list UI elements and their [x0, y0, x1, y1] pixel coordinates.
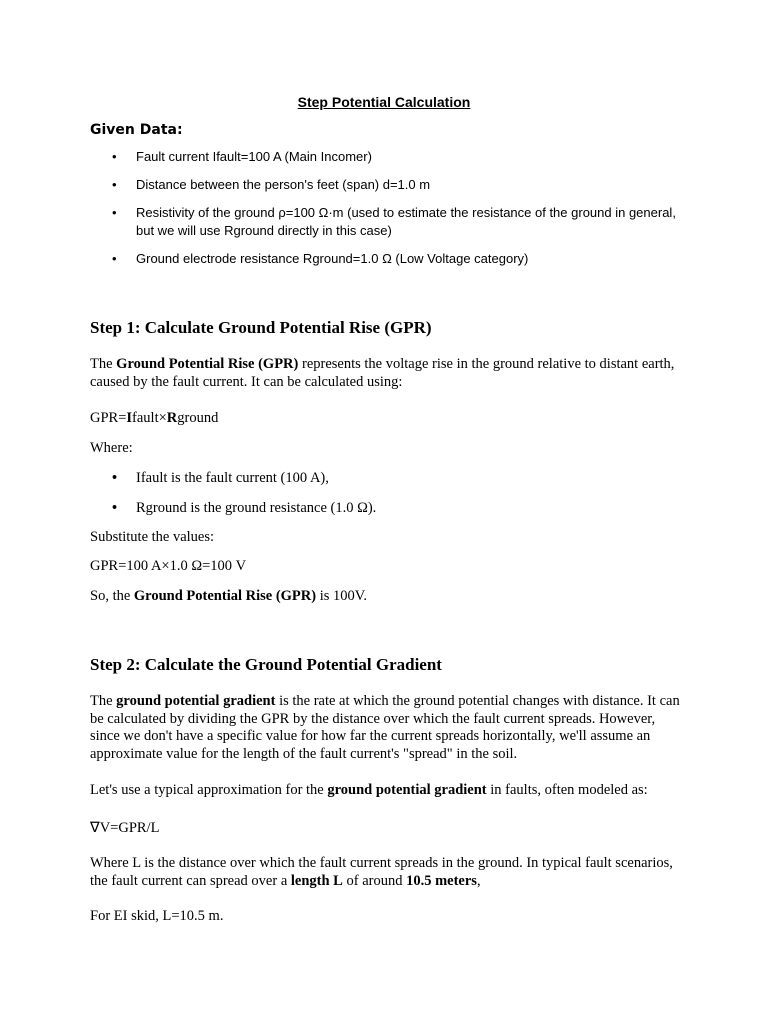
where-label: Where: — [90, 440, 133, 456]
gpr-calculation: GPR=100 A×1.0 Ω=100 V — [90, 558, 247, 574]
list-item: • Ground electrode resistance Rground=1.0 Ω (Low Voltage category) — [90, 250, 680, 268]
step2-paragraph-2: Let's use a typical approximation for the ground potential gradient in faults, often modeled as: — [90, 782, 648, 798]
step2-paragraph-3: Where L is the distance over which the fault current spreads in the ground. In typical fault scenarios, the fault current can spread over a length L of around 10.5 meters, — [90, 855, 673, 889]
given-data-heading: Given Data: — [90, 122, 183, 138]
list-item: • Rground is the ground resistance (1.0 Ω). — [90, 499, 680, 517]
where-list — [90, 469, 680, 529]
list-item: • Ifault is the fault current (100 A), — [90, 469, 680, 487]
list-item: • Resistivity of the ground ρ=100 Ω·m (used to estimate the resistance of the ground in general, but we will use Rground directly in this case) — [90, 204, 680, 240]
step2-paragraph-1: The ground potential gradient is the rate at which the ground potential changes with distance. It can be calculated by dividing the GPR by the distance over which the fault current spreads. However, since we don't have a specific value for how far the current spreads horizontally, we'll assume an approximate value for the length of the fault current's "spread" in the soil. — [90, 693, 680, 762]
step1-intro: The Ground Potential Rise (GPR) represents the voltage rise in the ground relative to distant earth, caused by the fault current. It can be calculated using: — [90, 356, 675, 390]
list-item: • Distance between the person's feet (span) d=1.0 m — [90, 176, 680, 194]
list-item: • Fault current Ifault=100 A (Main Incomer) — [90, 148, 680, 166]
gradient-formula: ∇V=GPR/L — [90, 820, 160, 836]
gpr-result: So, the Ground Potential Rise (GPR) is 100V. — [90, 588, 367, 604]
gpr-formula: GPR=Ifault×Rground — [90, 410, 219, 426]
given-data-list — [90, 148, 680, 278]
step2-paragraph-4: For EI skid, L=10.5 m. — [90, 908, 224, 924]
step1-heading: Step 1: Calculate Ground Potential Rise (GPR) — [90, 318, 432, 337]
step2-heading: Step 2: Calculate the Ground Potential Gradient — [90, 655, 442, 674]
substitute-label: Substitute the values: — [90, 529, 215, 545]
page-title: Step Potential Calculation — [297, 94, 471, 110]
